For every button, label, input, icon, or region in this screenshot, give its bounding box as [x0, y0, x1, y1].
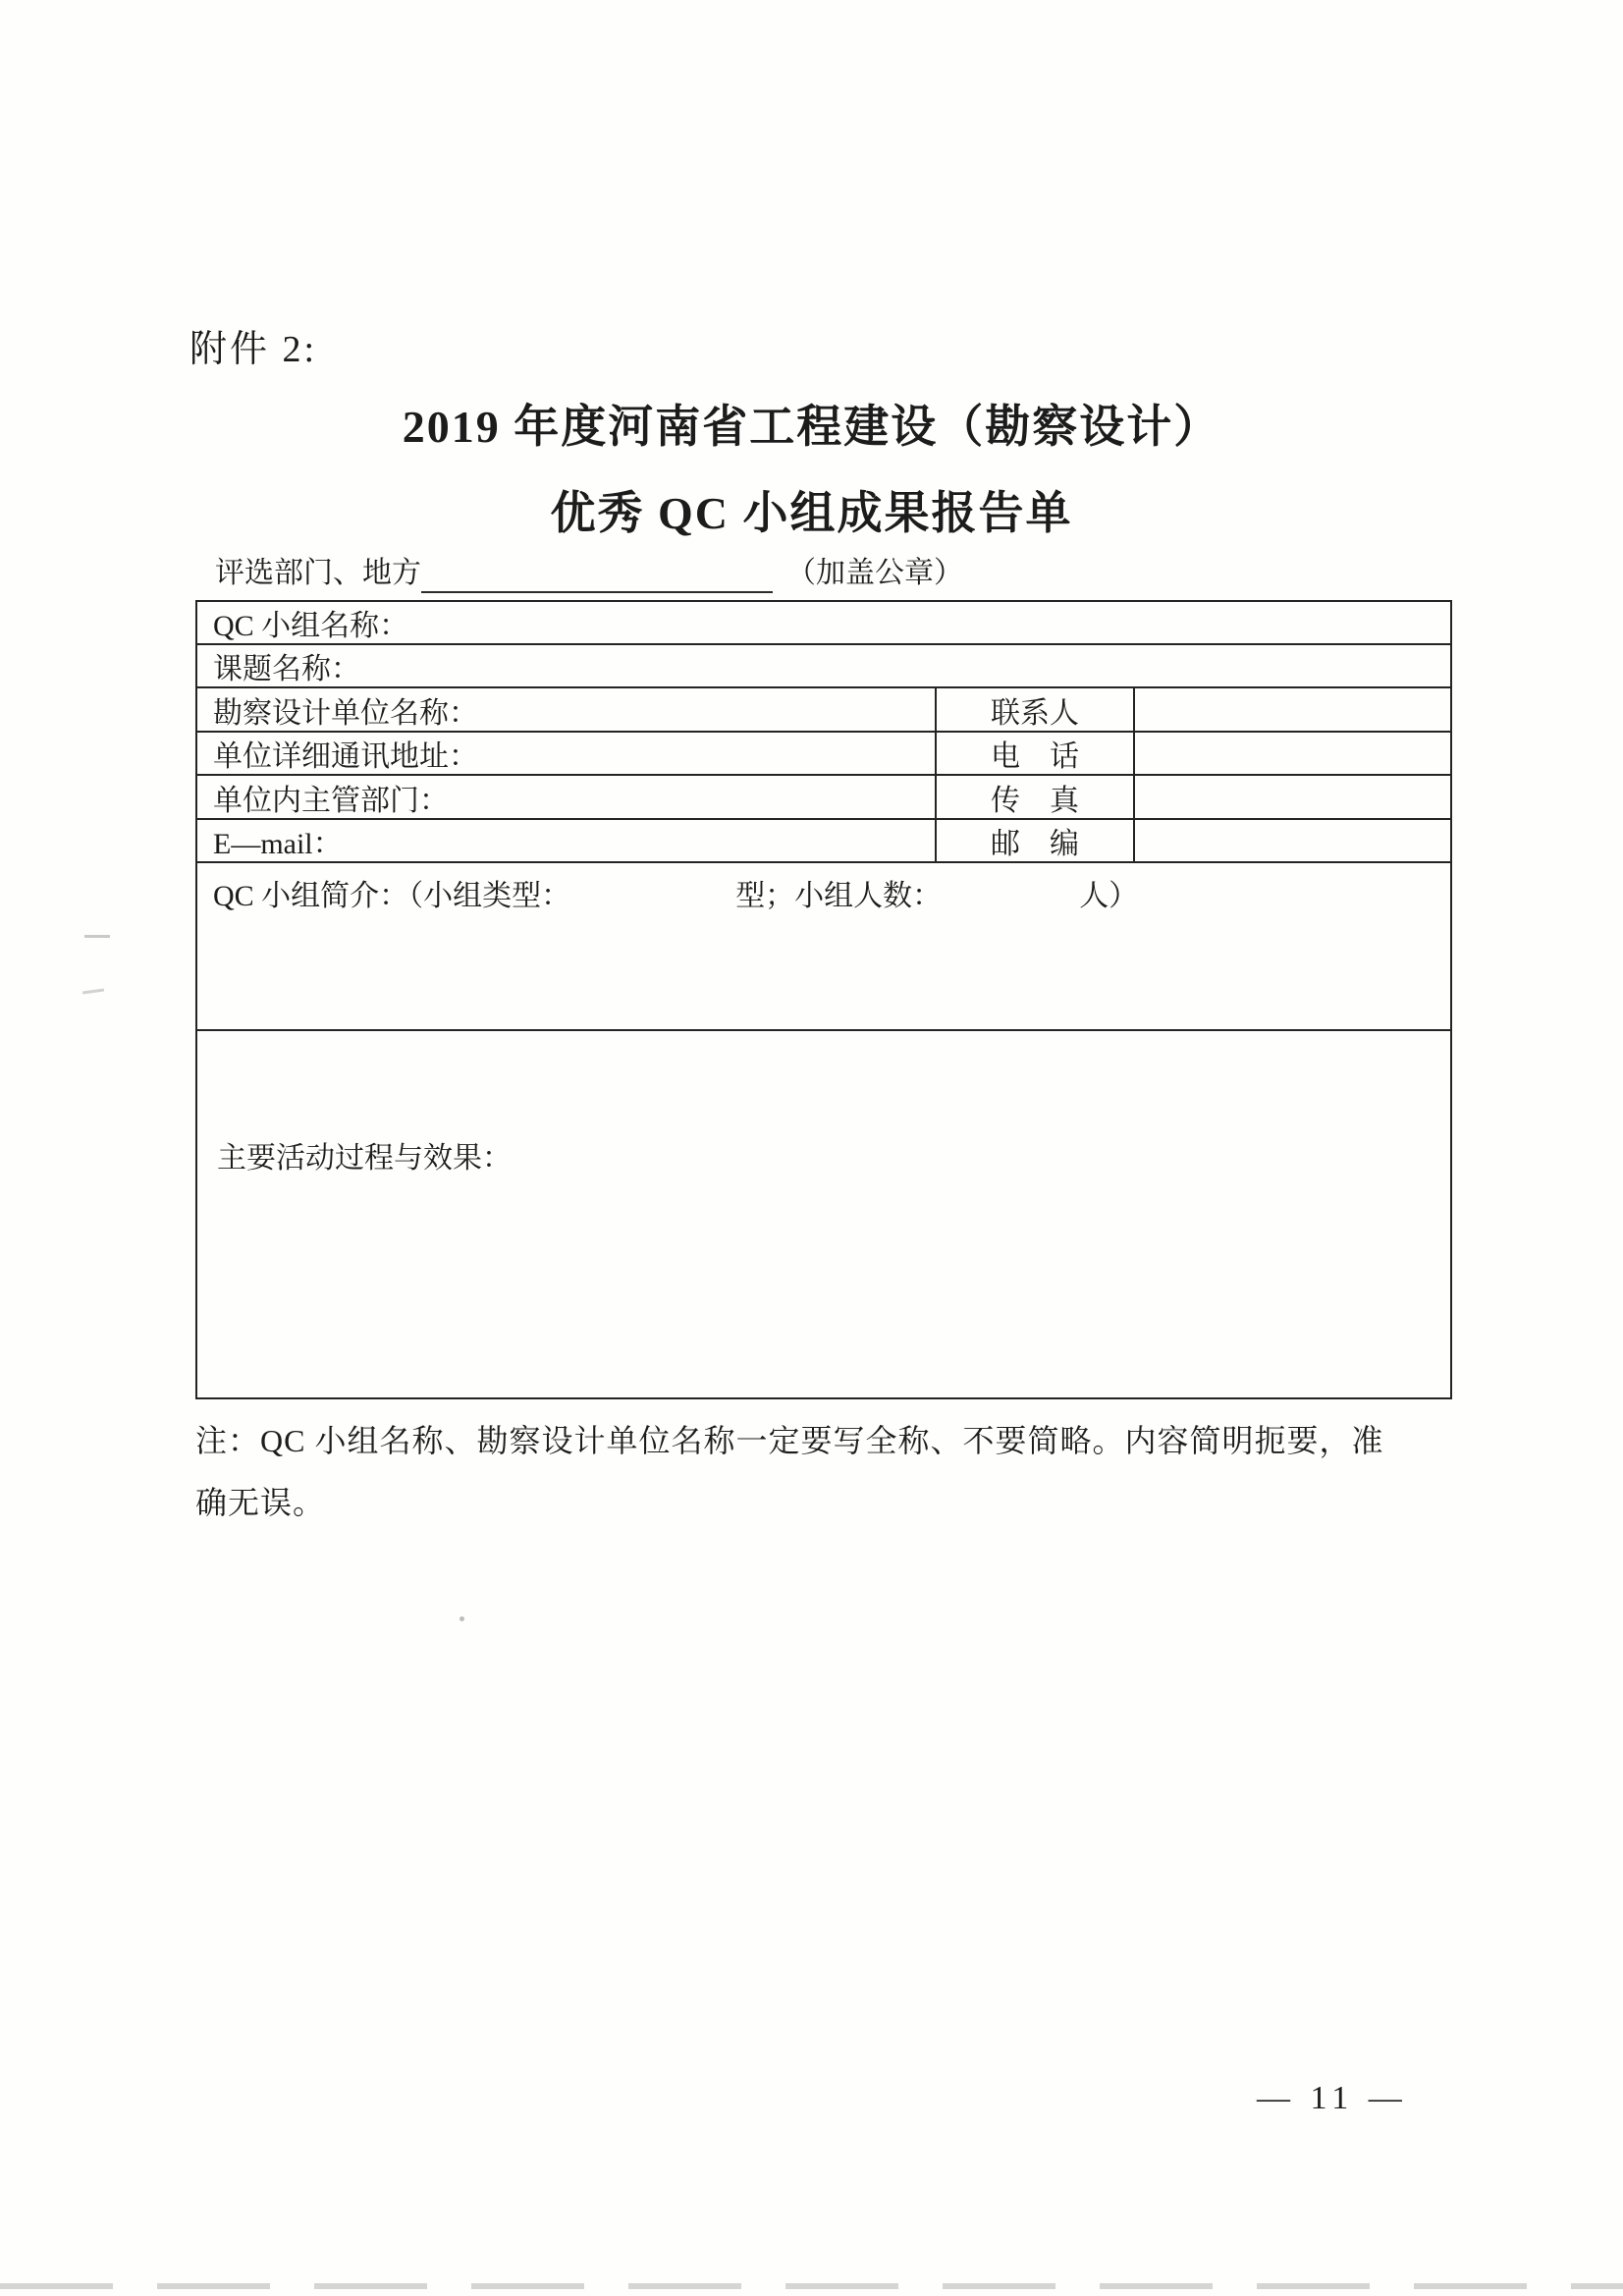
- qc-group-intro-suffix: 人）: [1079, 880, 1139, 912]
- qc-group-intro-prefix: QC 小组简介：（小组类型：: [213, 880, 571, 912]
- document-title-line2: 优秀 QC 小组成果报告单: [550, 488, 1073, 538]
- row-topic-name: [197, 645, 1450, 688]
- scan-artifact-speck: [84, 935, 110, 938]
- contact-person-label: 联系人: [935, 688, 1135, 731]
- footnote-line2: 确无误。: [195, 1485, 326, 1520]
- org-name-label: 勘察设计单位名称：: [213, 696, 478, 730]
- topic-name-label: 课题名称：: [213, 653, 360, 685]
- row-org-name: [197, 688, 1450, 733]
- row-qc-group-name: [197, 602, 1450, 645]
- row-address: [197, 733, 1450, 776]
- postal-code-label: 邮 编: [935, 820, 1135, 861]
- internal-dept-label: 单位内主管部门：: [213, 784, 449, 817]
- row-activity-process: [197, 1031, 1450, 1397]
- selection-dept-blank-line: [421, 556, 773, 593]
- fax-value: [1135, 776, 1450, 818]
- row-email: [197, 820, 1450, 863]
- footnote: [195, 1410, 1482, 1534]
- phone-label: 电 话: [935, 733, 1135, 774]
- scan-artifact-speck: [82, 988, 104, 994]
- fax-label: 传 真: [935, 776, 1135, 818]
- qc-report-form-table: [195, 600, 1452, 1399]
- activity-process-label: 主要活动过程与效果：: [217, 1142, 512, 1175]
- page-number: — 11 —: [1257, 2080, 1408, 2116]
- address-label: 单位详细通讯地址：: [213, 740, 478, 773]
- email-label: E—mail：: [213, 828, 343, 860]
- document-title-line1: 2019 年度河南省工程建设（勘察设计）: [402, 402, 1221, 452]
- qc-group-intro-mid: 型；小组人数：: [735, 880, 943, 912]
- qc-group-name-label: QC 小组名称：: [213, 610, 409, 642]
- scan-artifact-bottom-edge: [0, 2283, 1623, 2289]
- seal-note: （加盖公章）: [786, 557, 963, 589]
- attachment-label: 附件 2:: [189, 329, 318, 370]
- contact-person-value: [1135, 688, 1450, 731]
- selection-dept-label: 评选部门、地方: [215, 557, 421, 589]
- row-internal-dept: [197, 776, 1450, 820]
- scan-artifact-speck: [460, 1616, 464, 1621]
- selection-header: [195, 548, 1452, 593]
- row-qc-group-intro: [197, 863, 1450, 1031]
- footnote-line1: 注：QC 小组名称、勘察设计单位名称一定要写全称、不要简略。内容简明扼要，准: [195, 1423, 1384, 1458]
- phone-value: [1135, 733, 1450, 774]
- postal-code-value: [1135, 820, 1450, 861]
